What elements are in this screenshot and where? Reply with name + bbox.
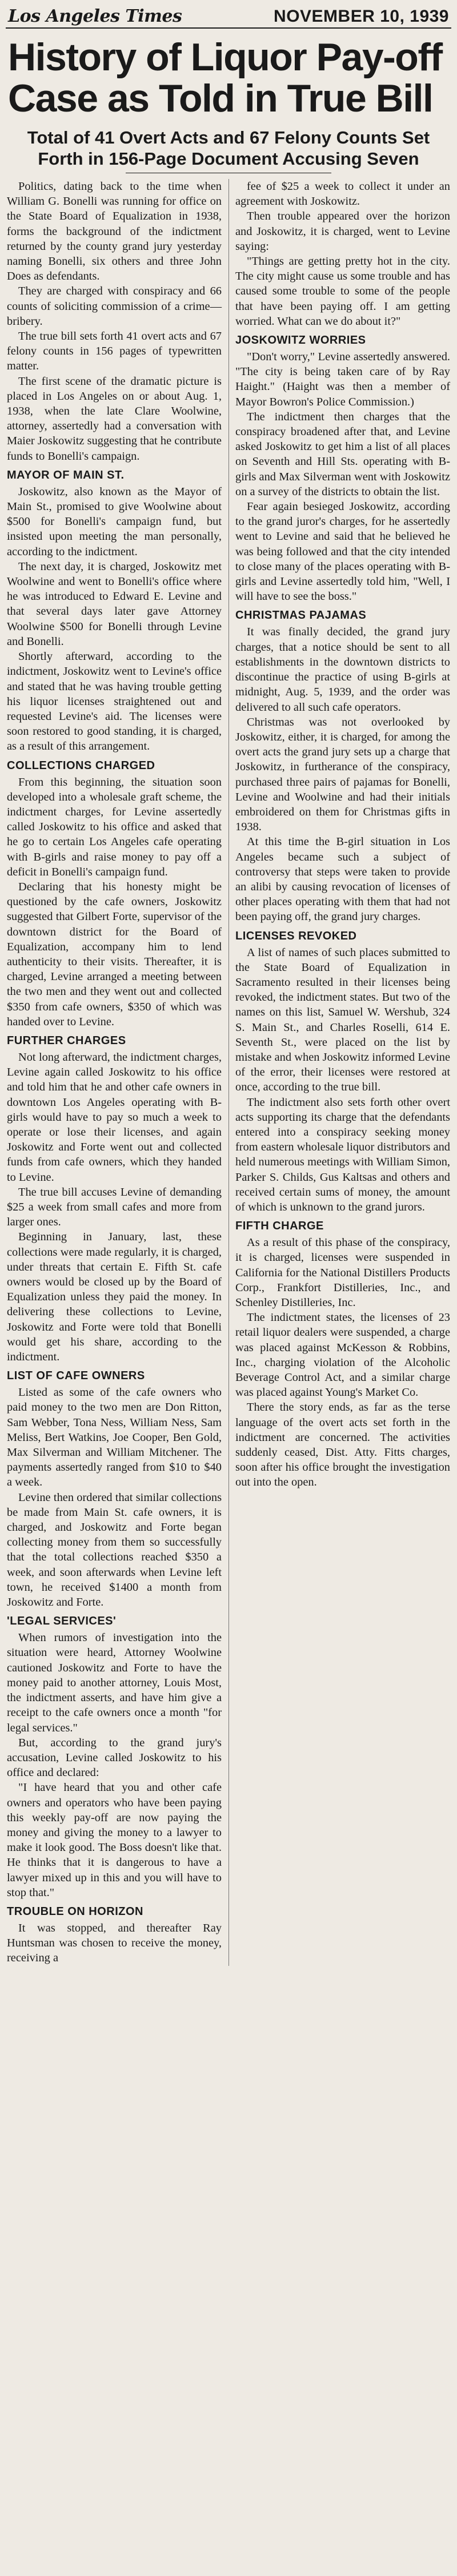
paragraph: A list of names of such places submitted to the State Board of Equalization in Sacramento resulted in their licenses being revoked, the indictment states. But two of the names on this list, Samuel W. Wershub, 324 S. Main St., and Charles Roselli, 614 E. Seventh St., were placed on the list by mistake and when Joskowitz informed Levine of the error, their licenses were restored at once, according to the true bill. [235,946,450,1094]
paragraph: fee of $25 a week to collect it under an agreement with Joskowitz. [235,180,450,208]
paragraph: It was stopped, and thereafter Ray Huntsman was chosen to receive the money, receiving a [7,1921,222,1965]
paragraph: Politics, dating back to the time when William G. Bonelli was running for office on the State Board of Equalization in 1938, forms the background of the indictment returned by the county grand jury yesterday naming Bonelli, six others and three John Does as defendants. [7,180,222,283]
paragraph: "Don't worry," Levine assertedly answered. "The city is being taken care of by Ray Haight." (Haight was then a member of Mayor Bowron's Police Commission.) [235,351,450,408]
article-body [6,179,451,1966]
paragraph: The true bill sets forth 41 overt acts and 67 felony counts in 156 pages of typewritten matter. [7,330,222,373]
section-heading: LICENSES REVOKED [235,929,357,942]
paragraph: The indictment then charges that the conspiracy broadened after that, and Levine asked Joskowitz to get him a list of all places on Seventh and Hill Sts. operating with B-girls and Max Silverman went with Joskowitz on a survey of the districts to obtain the list. [235,410,450,498]
paragraph: There the story ends, as far as the terse language of the overt acts set forth in the indictment are concerned. The activities suddenly ceased, Dist. Atty. Fitts charges, soon after his office brought the investigation out into the open. [235,1401,450,1489]
column-left [7,179,222,1966]
newspaper-clipping [6,0,451,2576]
paragraph: At this time the B-girl situation in Los Angeles became such a subject of controversy that steps were taken to provide an alibi by causing revocation of licenses of other places operating with them that had not been paying off, the grand jury charges. [235,835,450,923]
column-divider [228,179,229,1966]
paragraph: The next day, it is charged, Joskowitz met Woolwine and went to Bonelli's office where he was introduced to Edward E. Levine and that several days later gave Attorney Woolwine $500 for Bonelli through Levine and Bonelli. [7,560,222,648]
masthead [6,3,451,29]
paragraph: Not long afterward, the indictment charges, Levine again called Joskowitz to his office and told him that he and other cafe owners in downtown Los Angeles operating with B-girls would have to pay so much a week to operate or lose their licenses, and again Joskowitz and Forte went out and collected funds from cafe owners, which they handed to Levine. [7,1050,222,1184]
column-right [235,179,450,1966]
newspaper-name: Los Angeles Times [8,6,182,26]
paragraph: Levine then ordered that similar collections be made from Main St. cafe owners, it is charged, and Joskowitz and Forte began collecting money from them so successfully that the total collections reached $350 a week, and soon afterwards when Levine left town, he received $1400 a month from Joskowitz and Forte. [7,1491,222,1609]
paragraph: Fear again besieged Joskowitz, according to the grand juror's charges, for he assertedly went to Levine and said that he believed he was being followed and that the city intended to close many of the places operating with B-girls and Levine assertedly told him, "Well, I will have to see the boss." [235,500,450,603]
paragraph: Declaring that his honesty might be questioned by the cafe owners, Joskowitz suggested that Gilbert Forte, supervisor of the downtown district for the Board of Equalization, accompany him to lend authenticity to their visits. Thereafter, it is charged, Levine arranged a meeting between the two men and they went out and collected $350 from cafe owners, $350 of which was handed over to Levine. [7,880,222,1028]
paragraph: But, according to the grand jury's accusation, Levine called Joskowitz to his office and declared: [7,1736,222,1779]
paragraph: "Things are getting pretty hot in the city. The city might cause us some trouble and has caused some trouble to some of the people that have been paying off. I am getting worried. What can we do about it?" [235,255,450,328]
paragraph: Shortly afterward, according to the indictment, Joskowitz went to Levine's office and stated that he was having trouble getting his liquor licenses straightened out and requested Levine's aid. The licenses were soon restored to good standing, it is charged, as a result of this arrangement. [7,650,222,753]
paragraph: The indictment states, the licenses of 23 retail liquor dealers were suspended, a charge was placed against McKesson & Robbins, Inc., charging violation of the Alcoholic Beverage Control Act, and a similar charge was placed against Young's Market Co. [235,1311,450,1399]
paragraph: Joskowitz, also known as the Mayor of Main St., promised to give Woolwine about $500 for Bonelli's campaign fund, but insisted upon meeting the man personally, according to the indictment. [7,485,222,558]
paragraph: Then trouble appeared over the horizon and Joskowitz, it is charged, went to Levine saying: [235,210,450,253]
paragraph: When rumors of investigation into the situation were heard, Attorney Woolwine cautioned Joskowitz and Forte to have the money paid to another attorney, Louis Most, the indictment asserts, and have him give a receipt to the cafe owners once a month "for legal services." [7,1631,222,1734]
section-heading: LIST OF CAFE OWNERS [7,1369,145,1383]
paragraph: The true bill accuses Levine of demanding $25 a week from small cafes and more from larger ones. [7,1185,222,1229]
section-heading: FURTHER CHARGES [7,1034,126,1047]
paragraph: The indictment also sets forth other overt acts supporting its charge that the defendants entered into a conspiracy seeking money from eastern wholesale liquor distributors and held numerous meetings with William Simon, Parker S. Childs, Gus Kaltsas and others and received certain sums of money, the amount of which is unknown to the grand jurors. [235,1096,450,1213]
paragraph: From this beginning, the situation soon developed into a wholesale graft scheme, the indictment charges, for Levine assertedly called Joskowitz to his office and asked that he go to certain Los Angeles cafe operating with B-girls and raise money to pay off a deficit in Bonelli's campaign fund. [7,775,222,878]
paragraph: Listed as some of the cafe owners who paid money to the two men are Don Ritton, Sam Webber, Tona Ness, William Ness, Sam Meliss, Bert Watkins, Joe Cooper, Ben Gold, Max Silverman and William Mitchener. The payments assertedly ranged from $10 to $40 a week. [7,1386,222,1489]
issue-date: NOVEMBER 10, 1939 [274,7,449,26]
section-heading: COLLECTIONS CHARGED [7,759,155,772]
headline: History of Liquor Pay-off Case as Told in True Bill [8,35,442,120]
section-heading: FIFTH CHARGE [235,1220,324,1233]
paragraph: Christmas was not overlooked by Joskowitz, either, it is charged, for among the overt acts the grand jury sets up a charge that Joskowitz, in furtherance of the conspiracy, purchased three pairs of pajamas for Bonelli, Levine and Woolwine and had their initials embroidered on them for Christmas gifts in 1938. [235,715,450,834]
paragraph: Beginning in January, last, these collections were made regularly, it is charged, under threats that certain E. Fifth St. cafe owners would be closed up by the Board of Equalization unless they paid the money. In delivering these collections to Levine, Joskowitz and Forte were told that Bonelli would get his share, according to the indictment. [7,1231,222,1364]
paragraph: As a result of this phase of the conspiracy, it is charged, licenses were suspended in California for the National Distillers Products Corp., Frankfort Distilleries, Inc., and Schenley Distilleries, Inc. [235,1236,450,1309]
subhead: Total of 41 Overt Acts and 67 Felony Counts Set Forth in 156-Page Document Accusing Seven [27,128,430,169]
paragraph: "I have heard that you and other cafe owners and operators who have been paying this weekly pay-off are now paying the money and giving the money to a lawyer to make it look good. The Boss doesn't like that. He thinks that it is dangerous to have a lawyer mixed up in this and you will have to stop that." [7,1781,222,1899]
section-heading: MAYOR OF MAIN ST. [7,468,125,481]
paragraph: They are charged with conspiracy and 66 counts of soliciting commission of a crime—bribery. [7,285,222,328]
section-heading: TROUBLE ON HORIZON [7,1905,143,1918]
section-heading: CHRISTMAS PAJAMAS [235,609,367,622]
paragraph: The first scene of the dramatic picture is placed in Los Angeles on or about Aug. 1, 1938, when the late Clare Woolwine, attorney, assertedly had a conversation with Maier Joskowitz suggesting that he contribute funds to Bonelli's campaign. [7,375,222,463]
section-heading: 'LEGAL SERVICES' [7,1615,117,1628]
paragraph: It was finally decided, the grand jury charges, that a notice should be sent to all establishments in the downtown districts to discontinue the practice of using B-girls at midnight, Aug. 5, 1939, and the order was delivered to all such cafe operators. [235,626,450,714]
section-heading: JOSKOWITZ WORRIES [235,334,366,347]
